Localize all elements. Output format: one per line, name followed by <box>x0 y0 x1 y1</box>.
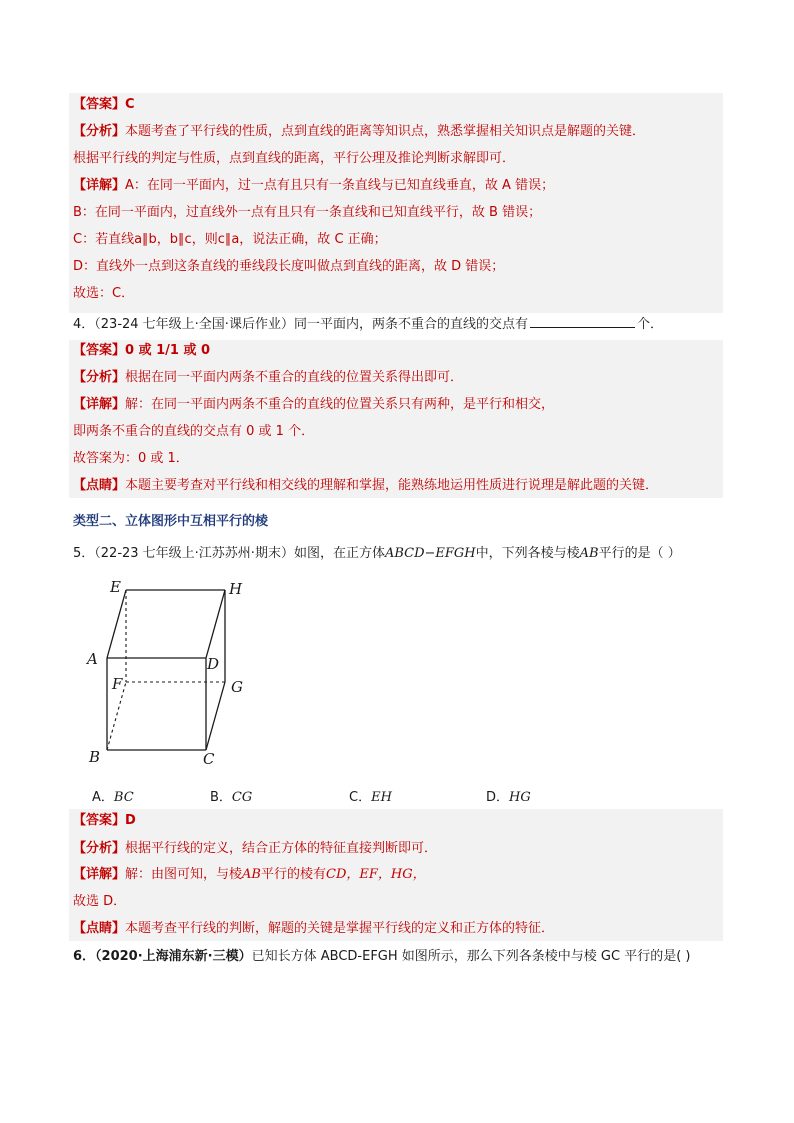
q5-conclusion: 故选 D． <box>73 894 127 909</box>
q3-detail-d: D：直线外一点到这条直线的垂线段长度叫做点到直线的距离，故 D 错误； <box>73 259 505 274</box>
q5-answer: 【答案】D <box>73 813 136 828</box>
edge-DH <box>206 590 225 658</box>
q3-analysis-1: 【分析】本题考查了平行线的性质，点到直线的距离等知识点，熟悉掌握相关知识点是解题的关键． <box>73 124 646 139</box>
vertex-label-c: C <box>203 750 215 768</box>
q4-detail-2: 即两条不重合的直线的交点有 0 或 1 个． <box>73 424 315 439</box>
q4-answer: 【答案】0 或 1/1 或 0 <box>73 343 211 358</box>
option-d[interactable]: D．HG <box>486 790 531 805</box>
vertex-label-f: F <box>112 675 123 693</box>
q4-question: 4．（23-24 七年级上·全国·课后作业）同一平面内，两条不重合的直线的交点有 个． <box>73 314 663 334</box>
vertex-label-a: A <box>87 650 98 668</box>
vertex-label-e: E <box>110 578 121 596</box>
vertex-label-h: H <box>229 580 243 598</box>
option-c[interactable]: C．EH <box>349 790 392 805</box>
q4-conclusion: 故答案为：0 或 1． <box>73 451 189 466</box>
q4-analysis: 【分析】根据在同一平面内两条不重合的直线的位置关系得出即可． <box>73 370 464 385</box>
q5-detail: 【详解】解：由图可知，与棱AB平行的棱有CD，EF，HG， <box>73 867 426 882</box>
q5-comment: 【点睛】本题考查平行线的判断，解题的关键是掌握平行线的定义和正方体的特征． <box>73 921 555 936</box>
q3-detail-b: B：在同一平面内，过直线外一点有且只有一条直线和已知直线平行，故 B 错误； <box>73 205 542 220</box>
q5-analysis: 【分析】根据平行线的定义，结合正方体的特征直接判断即可． <box>73 841 438 856</box>
q3-analysis-2: 根据平行线的判定与性质，点到直线的距离，平行公理及推论判断求解即可． <box>73 151 516 166</box>
q4-solution-block <box>69 340 723 498</box>
option-b[interactable]: B．CG <box>210 790 253 805</box>
q5-question: 5．（22-23 七年级上·江苏苏州·期末）如图，在正方体ABCD−EFGH中，下列各棱与棱AB平行的是（ ） <box>73 546 681 561</box>
vertex-label-d: D <box>207 655 220 673</box>
edge-CG <box>206 682 225 750</box>
q4-comment: 【点睛】本题主要考查对平行线和相交线的理解和掌握，能熟练地运用性质进行说理是解此题的关键． <box>73 478 659 493</box>
cube-figure <box>78 570 258 770</box>
vertex-label-b: B <box>89 748 101 766</box>
answer-blank <box>530 314 635 328</box>
vertex-label-g: G <box>231 678 243 696</box>
section-heading: 类型二、立体图形中互相平行的棱 <box>73 514 269 529</box>
edge-AE <box>107 590 126 658</box>
q3-conclusion: 故选：C． <box>73 286 135 301</box>
q4-detail-1: 【详解】解：在同一平面内两条不重合的直线的位置关系只有两种，是平行和相交， <box>73 397 555 412</box>
option-a[interactable]: A．BC <box>92 790 134 805</box>
q3-answer: 【答案】C <box>73 97 135 112</box>
q6-question: 6．（2020·上海浦东新·三模）已知长方体 ABCD-EFGH 如图所示，那么下列各条棱中与棱 GC 平行的是( ) <box>73 949 691 964</box>
q3-detail-c: C：若直线a∥b，b∥c，则c∥a，说法正确，故 C 正确； <box>73 232 387 247</box>
q3-detail-a: 【详解】A：在同一平面内，过一点有且只有一条直线与已知直线垂直，故 A 错误； <box>73 178 555 193</box>
